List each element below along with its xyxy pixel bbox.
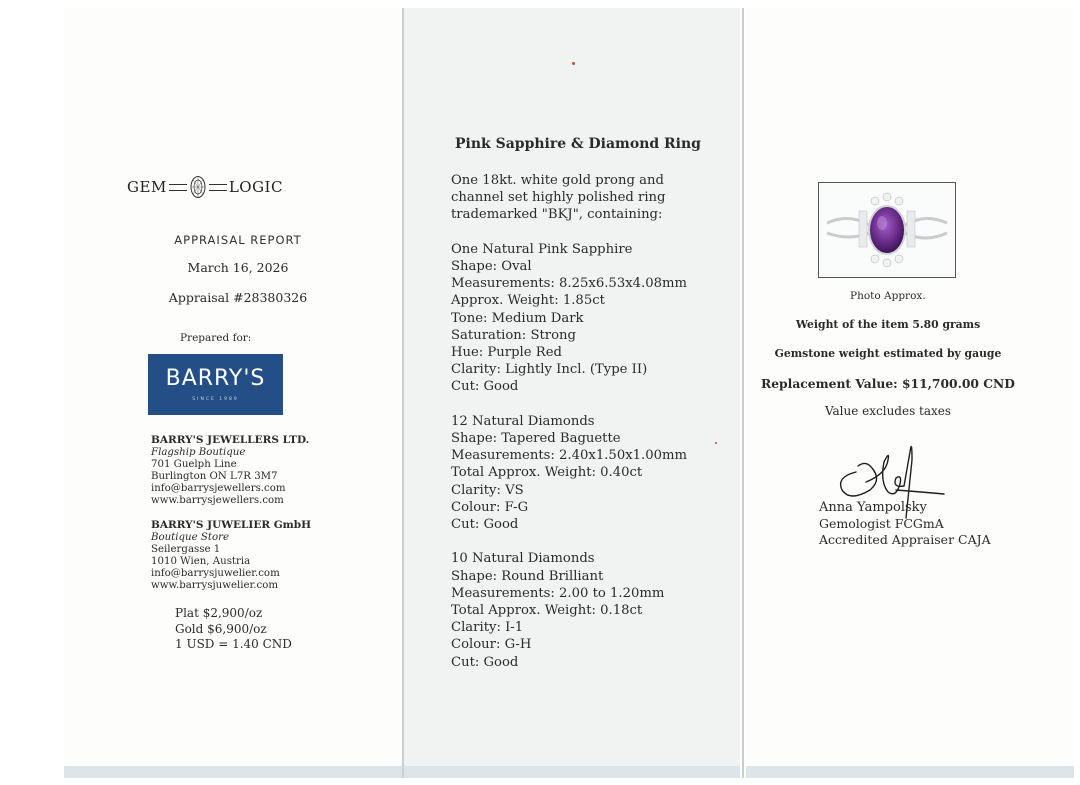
- logo-right-word: LOGIC: [228, 178, 283, 196]
- diamond-outline-icon: [189, 175, 207, 199]
- stone-detail: Colour: F-G: [451, 499, 529, 515]
- stone-detail: Saturation: Strong: [451, 327, 576, 343]
- bottom-strip-mid: [404, 766, 740, 778]
- platinum-rate: Plat $2,900/oz: [175, 606, 263, 620]
- stone-detail: Total Approx. Weight: 0.18ct: [451, 603, 643, 619]
- stone-heading: 12 Natural Diamonds: [451, 413, 595, 429]
- company-email: info@barrysjuwelier.com: [151, 568, 280, 579]
- stone-detail: Hue: Purple Red: [451, 345, 562, 361]
- stone-detail: Cut: Good: [451, 379, 519, 395]
- company-email: info@barrysjewellers.com: [151, 483, 286, 494]
- bottom-strip-right: [746, 766, 1074, 778]
- exchange-rate: 1 USD = 1.40 CND: [175, 637, 292, 651]
- company-name: BARRY'S JUWELIER GmbH: [151, 519, 312, 531]
- fold-line-right: [742, 8, 744, 778]
- company-address-line: Seilergasse 1: [151, 544, 221, 555]
- stone-detail: Approx. Weight: 1.85ct: [451, 293, 605, 309]
- barrys-since: SINCE 1989: [192, 397, 239, 402]
- right-panel: [746, 8, 1074, 776]
- company-subtitle: Flagship Boutique: [151, 447, 246, 458]
- stone-detail: Clarity: VS: [451, 482, 524, 498]
- bottom-strip-left: [64, 766, 402, 778]
- logo-left-word: GEM: [127, 178, 167, 196]
- company-website: www.barrysjewellers.com: [151, 495, 284, 506]
- stone-detail: Colour: G-H: [451, 637, 532, 653]
- stone-detail: Total Approx. Weight: 0.40ct: [451, 465, 643, 481]
- company-website: www.barrysjuwelier.com: [151, 580, 279, 591]
- signer-block: [819, 500, 991, 548]
- report-title: APPRAISAL REPORT: [174, 233, 302, 247]
- gemstone-note: Gemstone weight estimated by gauge: [774, 347, 1002, 360]
- stone-detail: Cut: Good: [451, 654, 519, 670]
- stone-detail: Shape: Round Brilliant: [451, 568, 604, 584]
- description-line: channel set highly polished ring: [451, 190, 666, 206]
- stone-detail: Measurements: 2.40x1.50x1.00mm: [451, 448, 688, 464]
- stone-detail: Shape: Tapered Baguette: [451, 431, 621, 447]
- replacement-value: Replacement Value: $11,700.00 CND: [761, 376, 1015, 391]
- description-line: trademarked "BKJ", containing:: [451, 207, 663, 223]
- metal-rates: [175, 606, 292, 653]
- stone-detail: Tone: Medium Dark: [451, 310, 584, 326]
- company-austria: [151, 519, 381, 592]
- company-subtitle: Boutique Store: [151, 532, 229, 543]
- item-description: [451, 172, 687, 671]
- gold-rate: Gold $6,900/oz: [175, 621, 267, 636]
- signer-name: Anna Yampolsky: [819, 500, 927, 515]
- stone-detail: Measurements: 2.00 to 1.20mm: [451, 585, 665, 601]
- signer-title: Gemologist FCGmA: [819, 516, 944, 531]
- barrys-logo: [148, 354, 283, 415]
- stone-detail: Cut: Good: [451, 517, 519, 533]
- photo-caption: Photo Approx.: [850, 290, 926, 302]
- stone-detail: Clarity: Lightly Incl. (Type II): [451, 362, 648, 378]
- stone-heading: One Natural Pink Sapphire: [451, 241, 633, 257]
- signer-credential: Accredited Appraiser CAJA: [819, 532, 991, 547]
- report-date: March 16, 2026: [187, 260, 289, 275]
- item-weight: Weight of the item 5.80 grams: [795, 318, 981, 331]
- barrys-brand: BARRY'S: [165, 366, 266, 391]
- tax-note: Value excludes taxes: [824, 404, 952, 418]
- company-name: BARRY'S JEWELLERS LTD.: [151, 434, 310, 446]
- stone-heading: 10 Natural Diamonds: [451, 551, 595, 567]
- speck: [572, 62, 575, 65]
- company-address-line: 1010 Wien, Austria: [151, 556, 251, 567]
- prepared-for-label: Prepared for:: [180, 332, 252, 344]
- item-title: Pink Sapphire & Diamond Ring: [455, 136, 701, 152]
- ring-image: [819, 183, 955, 277]
- description-line: One 18kt. white gold prong and: [451, 173, 664, 188]
- company-canada: [151, 434, 381, 507]
- fold-line-left: [402, 8, 404, 778]
- speck: [715, 442, 717, 444]
- company-address-line: 701 Guelph Line: [151, 459, 237, 470]
- stone-detail: Measurements: 8.25x6.53x4.08mm: [451, 276, 688, 292]
- company-address-line: Burlington ON L7R 3M7: [151, 471, 278, 482]
- ring-photo: [818, 182, 956, 278]
- stone-detail: Clarity: I-1: [451, 620, 524, 636]
- appraisal-number: Appraisal #28380326: [168, 290, 308, 305]
- stone-detail: Shape: Oval: [451, 259, 532, 274]
- gemlogic-logo: [100, 172, 310, 202]
